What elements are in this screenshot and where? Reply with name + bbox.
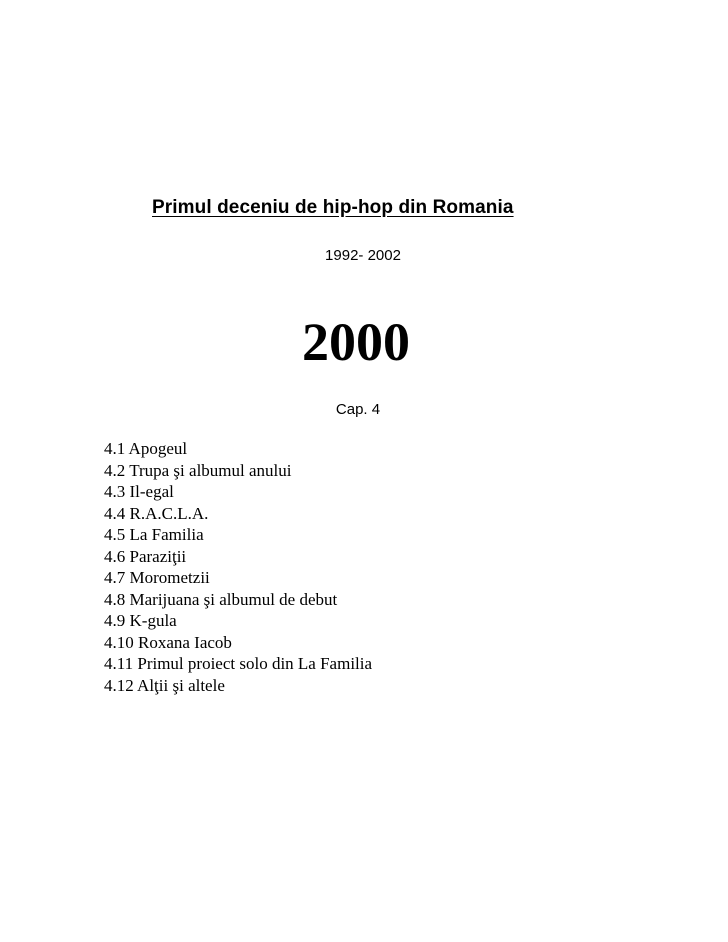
toc-item: 4.9 K-gula: [104, 611, 177, 630]
toc-item: 4.7 Morometzii: [104, 568, 210, 587]
chapter-label-text: Cap. 4: [335, 401, 381, 418]
toc-item: 4.10 Roxana Iacob: [104, 632, 232, 652]
year-range: [0, 247, 728, 264]
toc-item: 4.2 Trupa şi albumul anului: [104, 460, 292, 480]
toc-item: 4.5 La Familia: [104, 525, 204, 544]
year-heading: [0, 310, 728, 374]
toc-item: 4.3 Il-egal: [104, 482, 174, 501]
table-of-contents: [104, 438, 372, 696]
toc-item: 4.1 Apogeul: [104, 439, 188, 458]
year-heading-text: 2000: [302, 312, 410, 372]
toc-item: 4.8 Marijuana şi albumul de debut: [104, 589, 338, 609]
document-title: Primul deceniu de hip-hop din Romania: [152, 197, 514, 218]
year-range-text: 1992- 2002: [325, 247, 401, 264]
toc-item: 4.6 Paraziţii: [104, 546, 187, 566]
chapter-label: [0, 401, 728, 418]
toc-item: 4.4 R.A.C.L.A.: [104, 503, 209, 523]
toc-item: 4.12 Alţii şi altele: [104, 675, 225, 695]
toc-item: 4.11 Primul proiect solo din La Familia: [104, 654, 373, 673]
